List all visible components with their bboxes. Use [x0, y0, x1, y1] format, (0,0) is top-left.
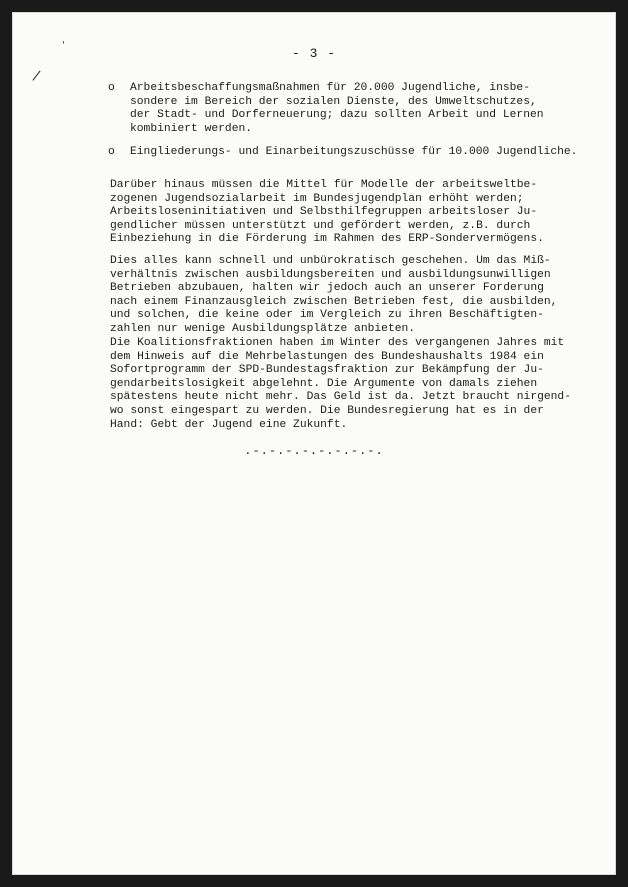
bullet-marker: o — [108, 146, 115, 159]
document-page — [12, 12, 616, 875]
page-number: - 3 - — [291, 46, 336, 61]
bullet-item — [108, 146, 608, 160]
end-marker: .-.-.-.-.-.-.-.-. — [244, 444, 384, 458]
bullet-list — [108, 82, 608, 170]
margin-mark: ' — [62, 40, 65, 51]
bullet-text: Arbeitsbeschaffungsmaßnahmen für 20.000 Jugendliche, insbe- sondere im Bereich der sozialen Dienste, des Umweltschutzes, der Stadt- und Dorferneuerung; dazu sollten Arbeit und Lernen kombiniert werden. — [130, 82, 544, 135]
bullet-item — [108, 82, 608, 136]
paragraph: Dies alles kann schnell und unbürokratisch geschehen. Um das Miß- verhältnis zwischen ausbildungsbereiten und ausbildungsunwilligen Betrieben abzubauen, halten wir jedoch auch an unserer Forderung nach einem Finanzausgleich zwischen Betrieben fest, die ausbilden, und solchen, die keine oder im Vergleich zu ihren Beschäftigten- zahlen nur wenige Ausbildungsplätze anbieten. — [110, 255, 558, 335]
margin-mark: / — [31, 67, 42, 85]
paragraph: Die Koalitionsfraktionen haben im Winter des vergangenen Jahres mit dem Hinweis auf die Mehrbelastungen des Bundeshaushalts 1984 ein Sofortprogramm der SPD-Bundestagsfraktion zur Bekämpfung der Ju- gendarbeitslosigkeit abgelehnt. Die Argumente von damals ziehen spätestens heute nicht mehr. Das Geld ist da. Jetzt braucht nirgend- wo sonst eingespart zu werden. Die Bundesregierung hat es in der Hand: Gebt der Jugend eine Zukunft. — [110, 337, 571, 431]
bullet-text: Eingliederungs- und Einarbeitungszuschüsse für 10.000 Jugendliche. — [130, 146, 578, 159]
paragraph: Darüber hinaus müssen die Mittel für Modelle der arbeitsweltbe- zogenen Jugendsozialarbeit im Bundesjugendplan erhöht werden; Arbeitsloseninitiativen und Selbsthilfegruppen arbeitsloser Ju- gendlicher müssen unterstützt und gefördert werden, z.B. durch Einbeziehung in die Förderung im Rahmen des ERP-Sondervermögens. — [110, 179, 544, 246]
bullet-marker: o — [108, 82, 115, 94]
